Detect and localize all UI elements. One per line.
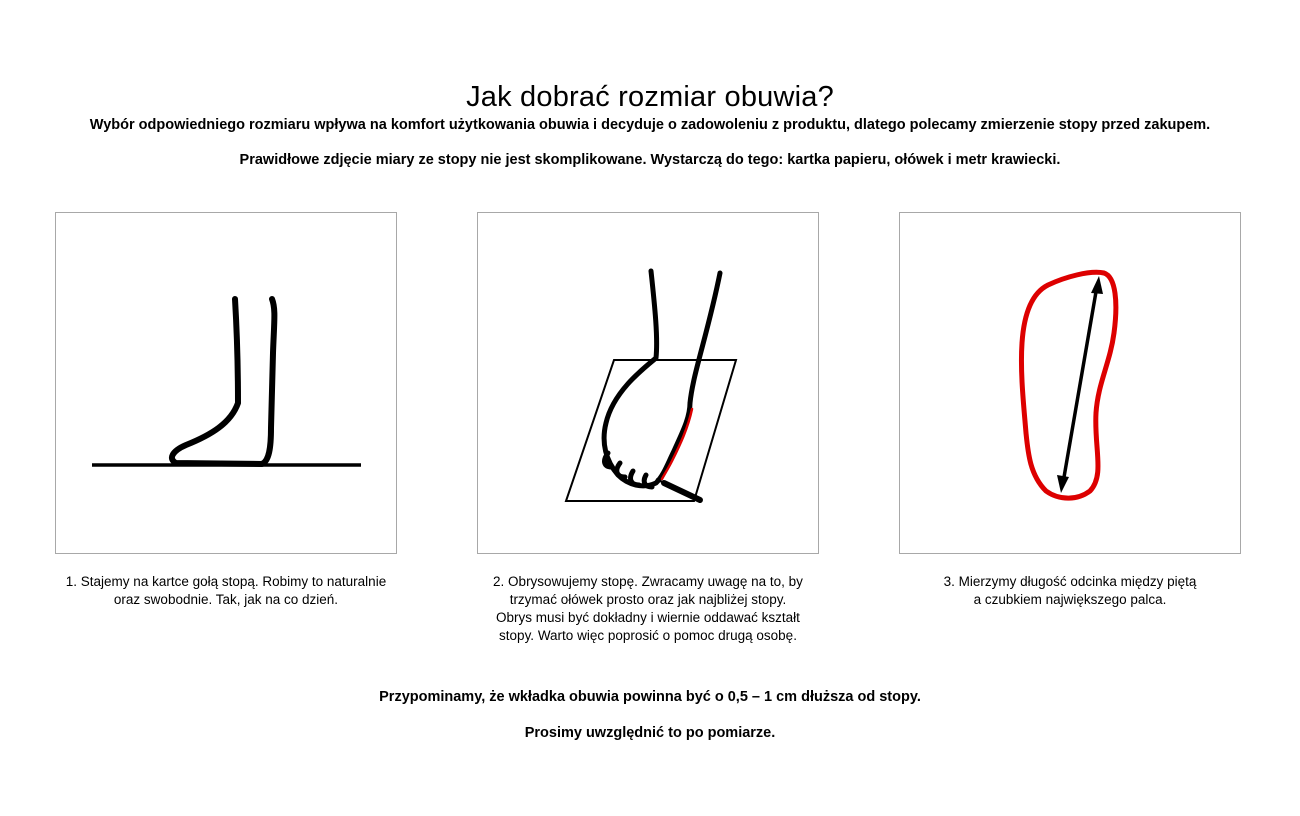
insole-note: Przypominamy, że wkładka obuwia powinna być o 0,5 – 1 cm dłuższa od stopy. — [379, 689, 921, 705]
standing-foot-icon — [56, 213, 398, 555]
caption-line: 2. Obrysowujemy stopę. Zwracamy uwagę na to, by — [493, 574, 803, 589]
page-title: Jak dobrać rozmiar obuwia? — [466, 81, 834, 114]
reminder-note: Prosimy uwzględnić to po pomiarze. — [524, 725, 776, 741]
caption-line: 3. Mierzymy długość odcinka między piętą — [943, 574, 1197, 589]
caption-line: a czubkiem największego palca. — [973, 592, 1167, 607]
caption-line: 1. Stajemy na kartce gołą stopą. Robimy to naturalnie — [65, 574, 387, 589]
tracing-foot-icon — [478, 213, 820, 555]
intro-paragraph: Wybór odpowiedniego rozmiaru wpływa na komfort użytkowania obuwia i decyduje o zadowoleniu z produktu, dlatego polecamy zmierzenie stopy przed zakupem. — [89, 117, 1211, 133]
step-1-caption — [55, 573, 397, 609]
measure-outline-icon — [900, 213, 1242, 555]
caption-line: trzymać ołówek prosto oraz jak najbliżej stopy. — [509, 592, 787, 607]
step-3-image — [899, 212, 1241, 554]
caption-line: oraz swobodnie. Tak, jak na co dzień. — [113, 592, 339, 607]
step-3-caption — [899, 573, 1241, 609]
step-2-image — [477, 212, 819, 554]
intro-paragraph: Prawidłowe zdjęcie miary ze stopy nie jest skomplikowane. Wystarczą do tego: kartka papieru, ołówek i metr krawiecki. — [239, 152, 1061, 168]
caption-line: Obrys musi być dokładny i wiernie oddawać kształt — [496, 610, 800, 625]
caption-line: stopy. Warto więc poprosić o pomoc drugą osobę. — [499, 628, 797, 643]
step-2-caption — [477, 573, 819, 645]
step-1-image — [55, 212, 397, 554]
